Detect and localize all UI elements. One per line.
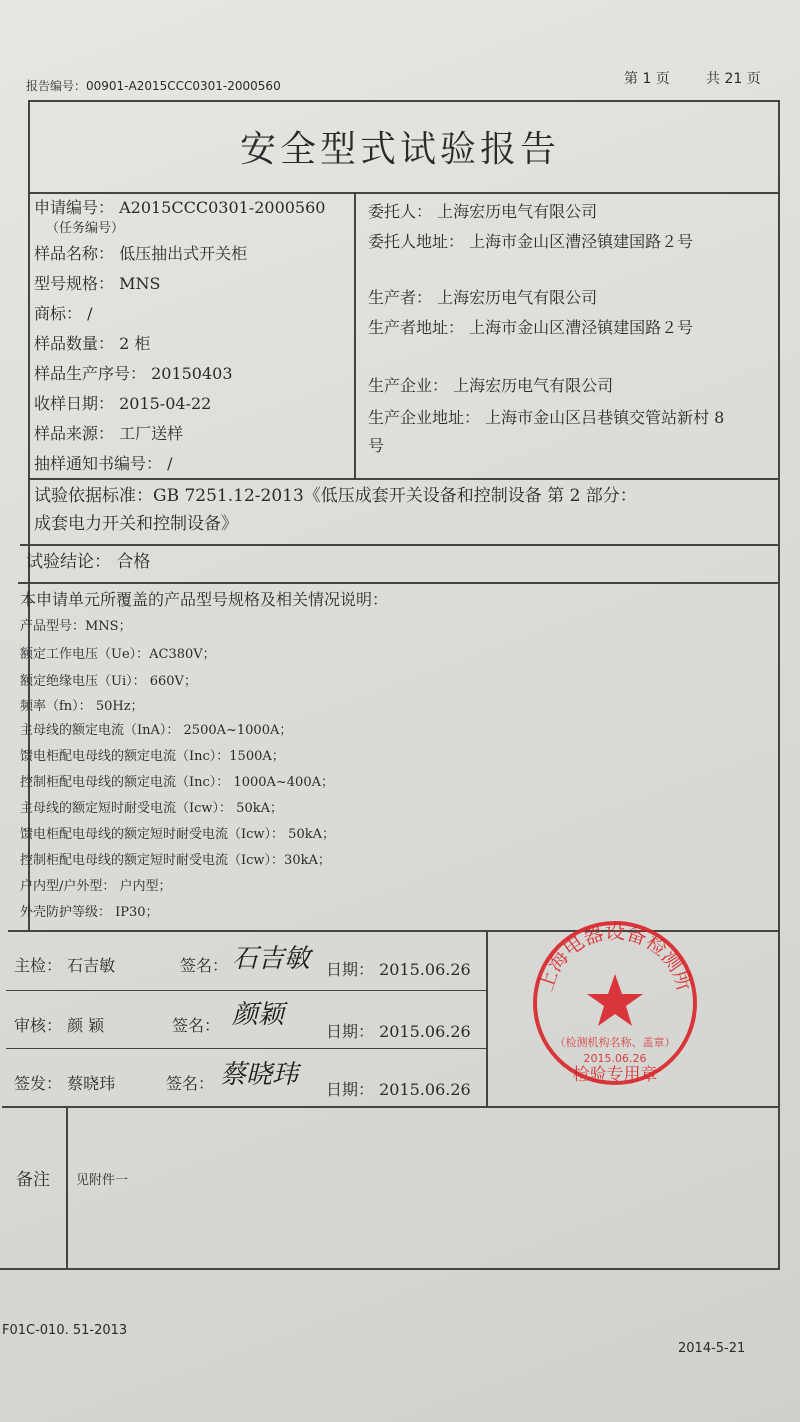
chief-inspector: 主检： 石吉敏 bbox=[14, 956, 116, 975]
chief-inspector-date: 日期： 2015.06.26 bbox=[326, 960, 471, 979]
receipt-date: 收样日期： 2015-04-22 bbox=[34, 394, 212, 413]
description-line: 产品型号：MNS； bbox=[20, 619, 132, 634]
inspection-seal bbox=[530, 918, 700, 1088]
description-line: 馈电柜配电母线的额定短时耐受电流（Icw）： 50kA； bbox=[20, 827, 335, 842]
model-spec: 型号规格： MNS bbox=[34, 274, 161, 293]
issuer-signature: 蔡晓玮 bbox=[220, 1060, 299, 1090]
description-line: 馈电柜配电母线的额定电流（Inc）：1500A； bbox=[20, 749, 285, 764]
seal-arc-text: 上海电器设备检测所 bbox=[533, 919, 697, 994]
sampling-notice-number: 抽样通知书编号： / bbox=[34, 454, 173, 473]
issuer-date: 日期： 2015.06.26 bbox=[326, 1080, 471, 1099]
info-column-divider bbox=[354, 192, 356, 478]
client-address: 委托人地址： 上海市金山区漕泾镇建国路２号 bbox=[368, 232, 694, 251]
description-line: 额定工作电压（Ue）：AC380V； bbox=[20, 647, 216, 662]
manufacturer-address: 生产企业地址： 上海市金山区吕巷镇交管站新村 8 bbox=[368, 408, 725, 427]
chief-inspector-signature: 石吉敏 bbox=[232, 944, 311, 974]
remarks-column-divider bbox=[66, 1106, 68, 1270]
sign-label: 签名： bbox=[180, 956, 229, 975]
description-line: 外壳防护等级： IP30； bbox=[20, 905, 159, 920]
seal-bottom-text: 检验专用章 bbox=[572, 1065, 658, 1085]
signature-row-line bbox=[6, 990, 488, 991]
application-number: 申请编号： A2015CCC0301-2000560 bbox=[34, 198, 326, 217]
sign-label: 签名： bbox=[166, 1074, 215, 1093]
info-bottom-line bbox=[28, 478, 780, 480]
description-line: 频率（fn）： 50Hz； bbox=[20, 699, 144, 714]
report-title: 安全型式试验报告 bbox=[240, 129, 561, 170]
frame-right bbox=[778, 100, 780, 1270]
form-code: F01C-010. 51-2013 bbox=[2, 1323, 128, 1338]
remarks-bottom-line bbox=[0, 1268, 780, 1270]
page-number: 第 1 页 bbox=[624, 71, 670, 87]
description-heading: 本申请单元所覆盖的产品型号规格及相关情况说明： bbox=[20, 590, 389, 609]
description-line: 额定绝缘电压（Ui）： 660V； bbox=[20, 674, 197, 689]
test-standard: 试验依据标准：GB 7251.12-2013《低压成套开关设备和控制设备 第 2 部分： bbox=[34, 486, 637, 506]
description-line: 控制柜配电母线的额定短时耐受电流（Icw）：30kA； bbox=[20, 853, 331, 868]
reviewer-date: 日期： 2015.06.26 bbox=[326, 1022, 471, 1041]
producer: 生产者： 上海宏历电气有限公司 bbox=[368, 288, 598, 307]
description-line: 主母线的额定电流（InA）： 2500A~1000A； bbox=[20, 723, 293, 738]
sign-label: 签名： bbox=[172, 1016, 221, 1035]
signature-column-divider bbox=[486, 930, 488, 1106]
remarks-text: 见附件一 bbox=[76, 1173, 129, 1188]
remarks-label: 备注 bbox=[16, 1170, 50, 1190]
reviewer: 审核： 颜 颖 bbox=[14, 1016, 105, 1035]
manufacturer: 生产企业： 上海宏历电气有限公司 bbox=[368, 376, 614, 395]
test-conclusion: 试验结论： 合格 bbox=[26, 552, 151, 572]
conclusion-bottom-line bbox=[18, 582, 780, 584]
producer-address: 生产者地址： 上海市金山区漕泾镇建国路２号 bbox=[368, 318, 694, 337]
sample-quantity: 样品数量： 2 柜 bbox=[34, 334, 151, 353]
page-total: 共 21 页 bbox=[706, 71, 761, 87]
test-standard-cont: 成套电力开关和控制设备》 bbox=[34, 514, 238, 534]
form-date: 2014-5-21 bbox=[678, 1341, 746, 1356]
seal-sub-text: （检测机构名称、盖章） bbox=[554, 1036, 676, 1049]
seal-date-text: 2015.06.26 bbox=[583, 1052, 647, 1065]
description-line: 控制柜配电母线的额定电流（Inc）： 1000A~400A； bbox=[20, 775, 334, 790]
sample-source: 样品来源： 工厂送样 bbox=[34, 424, 184, 443]
star-icon bbox=[587, 974, 643, 1026]
description-line: 主母线的额定短时耐受电流（Icw）： 50kA； bbox=[20, 801, 283, 816]
client: 委托人： 上海宏历电气有限公司 bbox=[368, 202, 598, 221]
reviewer-signature: 颜颖 bbox=[232, 1000, 285, 1030]
standard-bottom-line bbox=[20, 544, 780, 546]
manufacturer-address-cont: 号 bbox=[368, 436, 385, 455]
sample-serial: 样品生产序号： 20150403 bbox=[34, 364, 233, 383]
description-line: 户内型/户外型： 户内型； bbox=[20, 879, 172, 894]
title-divider bbox=[28, 192, 780, 194]
trademark: 商标： / bbox=[34, 304, 93, 323]
sample-name: 样品名称： 低压抽出式开关柜 bbox=[34, 244, 248, 263]
frame-top bbox=[28, 100, 780, 102]
signature-bottom-line bbox=[2, 1106, 780, 1108]
issuer: 签发： 蔡晓玮 bbox=[14, 1074, 116, 1093]
signature-row-line bbox=[6, 1048, 488, 1049]
report-number: 报告编号：00901-A2015CCC0301-2000560 bbox=[26, 79, 281, 93]
task-number-label: （任务编号） bbox=[46, 221, 125, 236]
